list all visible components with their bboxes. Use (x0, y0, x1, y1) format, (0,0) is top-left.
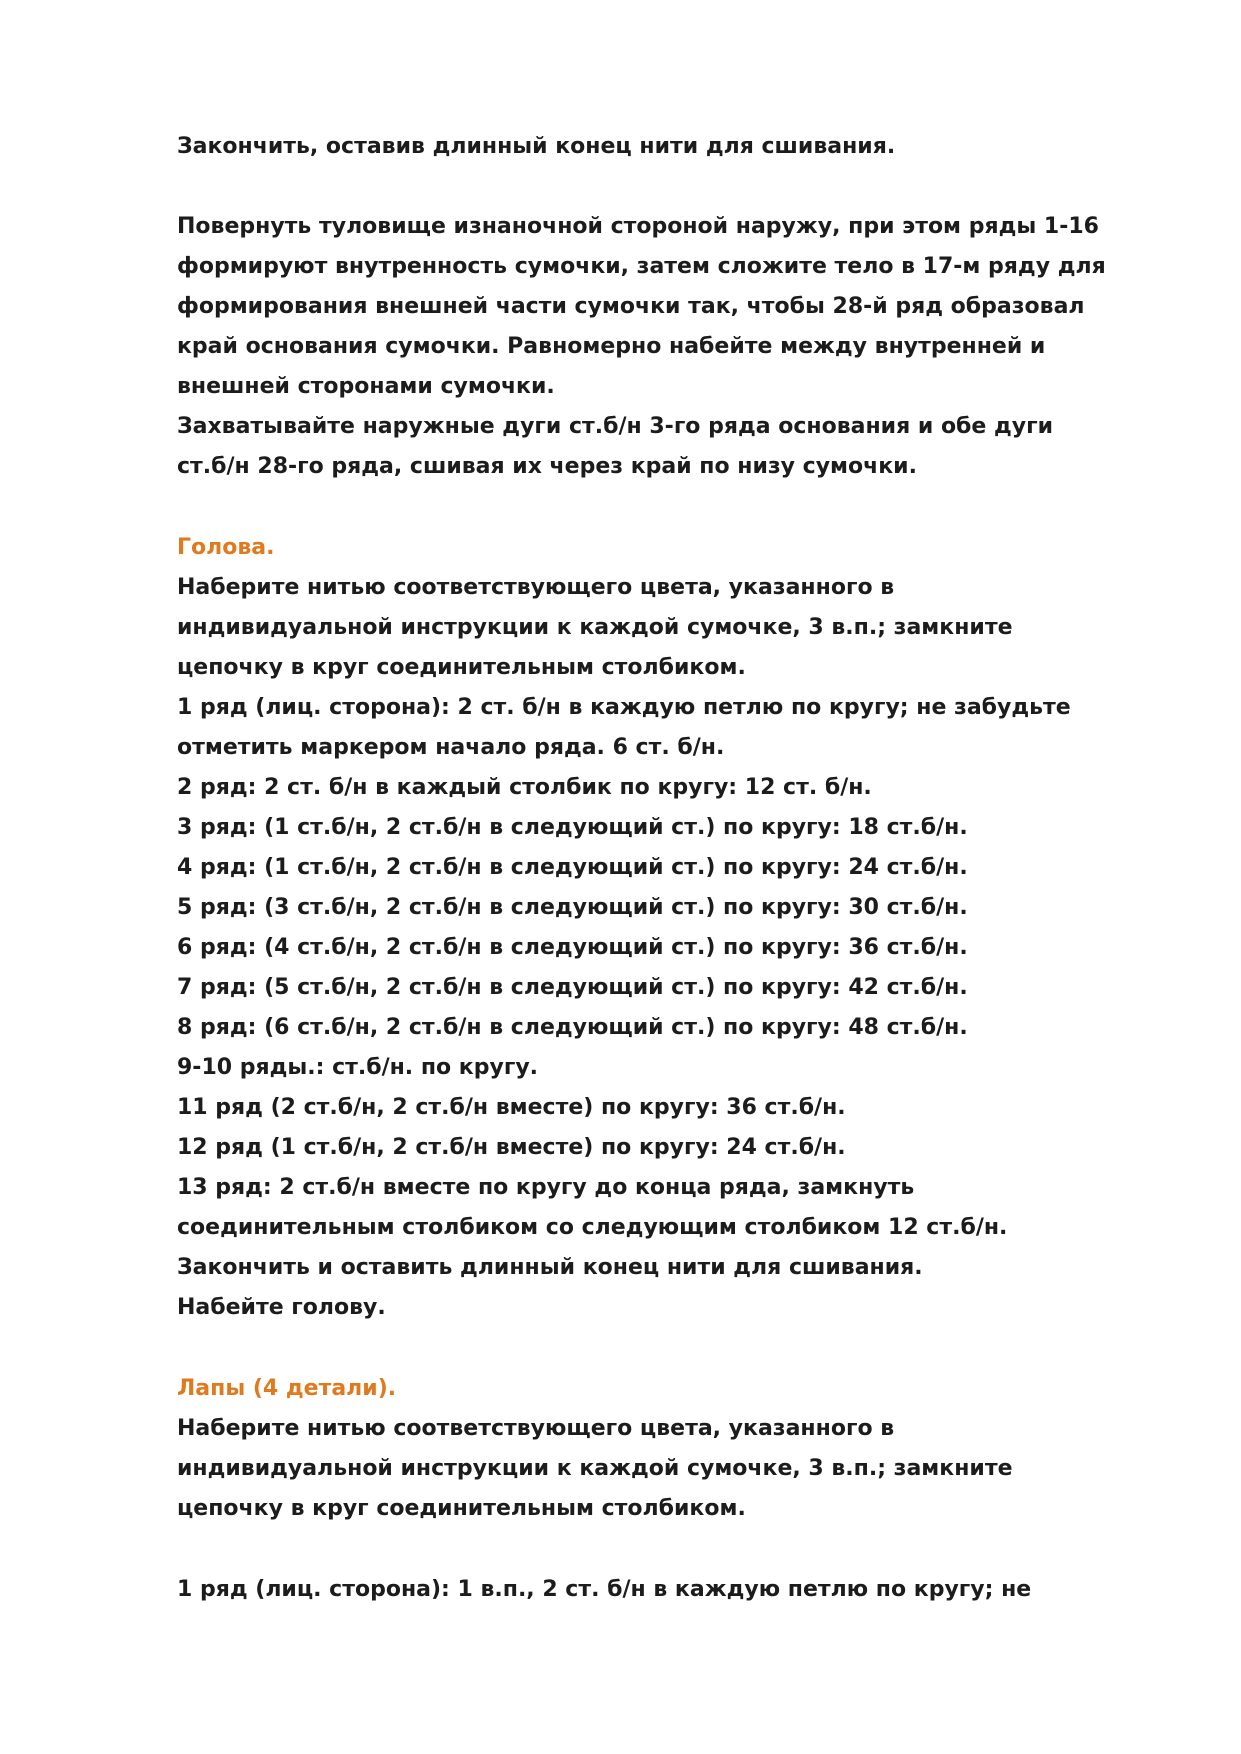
paws-row1-line: 1 ряд (лиц. сторона): 1 в.п., 2 ст. б/н в каждую петлю по кругу; не (177, 1577, 1032, 1602)
head-instruction-line: 4 ряд: (1 ст.б/н, 2 ст.б/н в следующий ст.) по кругу: 24 ст.б/н. (177, 855, 968, 880)
assembly-line: Захватывайте наружные дуги ст.б/н 3-го ряда основания и обе дуги (177, 414, 1054, 439)
head-instruction-line: 13 ряд: 2 ст.б/н вместе по кругу до конца ряда, замкнуть (177, 1175, 915, 1200)
assembly-line: ст.б/н 28-го ряда, сшивая их через край по низу сумочки. (177, 454, 917, 479)
head-section-title: Голова. (177, 535, 275, 560)
head-instruction-line: соединительным столбиком со следующим столбиком 12 ст.б/н. (177, 1215, 1008, 1240)
finish-paragraph: Закончить, оставив длинный конец нити для сшивания. (177, 134, 896, 159)
head-instruction-line: Наберите нитью соответствующего цвета, указанного в (177, 575, 895, 600)
head-instruction-line: 6 ряд: (4 ст.б/н, 2 ст.б/н в следующий ст.) по кругу: 36 ст.б/н. (177, 935, 968, 960)
head-instruction-line: 9-10 ряды.: ст.б/н. по кругу. (177, 1055, 539, 1080)
assembly-line: край основания сумочки. Равномерно набейте между внутренней и (177, 334, 1046, 359)
head-instruction-line: Набейте голову. (177, 1295, 386, 1320)
head-instruction-line: 11 ряд (2 ст.б/н, 2 ст.б/н вместе) по кругу: 36 ст.б/н. (177, 1095, 846, 1120)
head-instruction-line: 5 ряд: (3 ст.б/н, 2 ст.б/н в следующий ст.) по кругу: 30 ст.б/н. (177, 895, 968, 920)
head-instruction-line: 2 ряд: 2 ст. б/н в каждый столбик по кругу: 12 ст. б/н. (177, 775, 872, 800)
head-instruction-line: 12 ряд (1 ст.б/н, 2 ст.б/н вместе) по кругу: 24 ст.б/н. (177, 1135, 846, 1160)
head-instruction-line: Закончить и оставить длинный конец нити для сшивания. (177, 1255, 923, 1280)
head-instruction-line: отметить маркером начало ряда. 6 ст. б/н. (177, 735, 725, 760)
paws-section-title: Лапы (4 детали). (177, 1376, 397, 1401)
head-instruction-line: 7 ряд: (5 ст.б/н, 2 ст.б/н в следующий ст.) по кругу: 42 ст.б/н. (177, 975, 968, 1000)
head-instruction-line: 3 ряд: (1 ст.б/н, 2 ст.б/н в следующий ст.) по кругу: 18 ст.б/н. (177, 815, 968, 840)
paws-instruction-line: Наберите нитью соответствующего цвета, указанного в (177, 1416, 895, 1441)
assembly-line: внешней сторонами сумочки. (177, 374, 555, 399)
head-instruction-line: индивидуальной инструкции к каждой сумочке, 3 в.п.; замкните (177, 615, 1013, 640)
head-instruction-line: цепочку в круг соединительным столбиком. (177, 655, 746, 680)
paws-instruction-line: цепочку в круг соединительным столбиком. (177, 1496, 746, 1521)
assembly-line: Повернуть туловище изнаночной стороной наружу, при этом ряды 1-16 (177, 214, 1099, 239)
head-instruction-line: 1 ряд (лиц. сторона): 2 ст. б/н в каждую петлю по кругу; не забудьте (177, 695, 1071, 720)
assembly-line: формируют внутренность сумочки, затем сложите тело в 17-м ряду для (177, 254, 1106, 279)
paws-instruction-line: индивидуальной инструкции к каждой сумочке, 3 в.п.; замкните (177, 1456, 1013, 1481)
assembly-line: формирования внешней части сумочки так, чтобы 28-й ряд образовал (177, 294, 1085, 319)
head-instruction-line: 8 ряд: (6 ст.б/н, 2 ст.б/н в следующий ст.) по кругу: 48 ст.б/н. (177, 1015, 968, 1040)
